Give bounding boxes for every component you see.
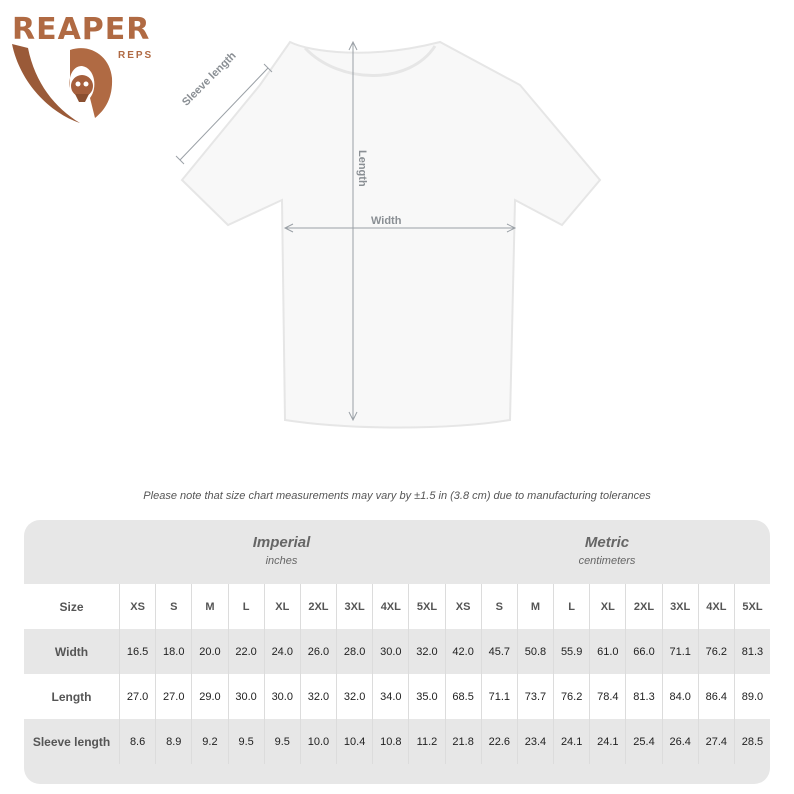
reaper-hood-icon	[10, 38, 140, 128]
imperial-value-cell: 29.0	[192, 674, 228, 719]
measure-row-label: Width	[24, 629, 120, 674]
imperial-value-cell: 11.2	[409, 719, 445, 764]
measure-row-label: Length	[24, 674, 120, 719]
metric-value-cell: 66.0	[626, 629, 662, 674]
imperial-value-cell: 10.8	[373, 719, 409, 764]
imperial-value-cell: 27.0	[156, 674, 192, 719]
imperial-value-cell: 9.5	[228, 719, 264, 764]
metric-size-cell: 5XL	[734, 584, 770, 629]
length-label: Length	[356, 150, 368, 187]
metric-value-cell: 81.3	[734, 629, 770, 674]
metric-value-cell: 55.9	[554, 629, 590, 674]
metric-value-cell: 28.5	[734, 719, 770, 764]
measure-row	[24, 629, 770, 674]
metric-value-cell: 22.6	[481, 719, 517, 764]
sleeve-length-label: Sleeve length	[180, 49, 239, 109]
imperial-size-cell: L	[228, 584, 264, 629]
imperial-value-cell: 30.0	[264, 674, 300, 719]
size-chart-table	[24, 520, 770, 784]
imperial-size-cell: 2XL	[300, 584, 336, 629]
imperial-value-cell: 28.0	[337, 629, 373, 674]
metric-value-cell: 24.1	[590, 719, 626, 764]
metric-size-cell: S	[481, 584, 517, 629]
tshirt-diagram	[170, 30, 610, 440]
metric-value-cell: 84.0	[662, 674, 698, 719]
metric-size-cell: XS	[445, 584, 481, 629]
metric-value-cell: 73.7	[517, 674, 553, 719]
imperial-value-cell: 18.0	[156, 629, 192, 674]
metric-value-cell: 71.1	[662, 629, 698, 674]
metric-size-cell: L	[554, 584, 590, 629]
imperial-value-cell: 10.0	[300, 719, 336, 764]
metric-value-cell: 27.4	[698, 719, 734, 764]
imperial-value-cell: 20.0	[192, 629, 228, 674]
imperial-size-cell: M	[192, 584, 228, 629]
metric-value-cell: 42.0	[445, 629, 481, 674]
metric-size-cell: M	[517, 584, 553, 629]
size-row-label: Size	[24, 584, 120, 629]
metric-size-cell: 3XL	[662, 584, 698, 629]
metric-size-cell: 2XL	[626, 584, 662, 629]
metric-value-cell: 23.4	[517, 719, 553, 764]
imperial-value-cell: 32.0	[300, 674, 336, 719]
imperial-value-cell: 32.0	[337, 674, 373, 719]
imperial-size-cell: 5XL	[409, 584, 445, 629]
imperial-value-cell: 8.6	[120, 719, 156, 764]
metric-value-cell: 50.8	[517, 629, 553, 674]
metric-size-cell: XL	[590, 584, 626, 629]
metric-value-cell: 76.2	[698, 629, 734, 674]
imperial-size-cell: S	[156, 584, 192, 629]
size-row	[24, 584, 770, 629]
imperial-value-cell: 22.0	[228, 629, 264, 674]
imperial-value-cell: 8.9	[156, 719, 192, 764]
metric-value-cell: 76.2	[554, 674, 590, 719]
measure-row	[24, 674, 770, 719]
metric-value-cell: 21.8	[445, 719, 481, 764]
imperial-size-cell: XS	[120, 584, 156, 629]
imperial-header	[119, 520, 444, 584]
metric-value-cell: 68.5	[445, 674, 481, 719]
width-label: Width	[371, 215, 402, 227]
imperial-value-cell: 9.5	[264, 719, 300, 764]
metric-size-cell: 4XL	[698, 584, 734, 629]
imperial-title: Imperial	[252, 534, 311, 551]
size-table	[24, 584, 770, 764]
measure-row-label: Sleeve length	[24, 719, 120, 764]
metric-value-cell: 78.4	[590, 674, 626, 719]
brand-sub: REPS	[118, 50, 154, 61]
imperial-value-cell: 9.2	[192, 719, 228, 764]
metric-value-cell: 81.3	[626, 674, 662, 719]
imperial-value-cell: 10.4	[337, 719, 373, 764]
metric-value-cell: 61.0	[590, 629, 626, 674]
brand-name: REAPER	[12, 12, 151, 47]
imperial-value-cell: 34.0	[373, 674, 409, 719]
imperial-value-cell: 30.0	[373, 629, 409, 674]
imperial-value-cell: 32.0	[409, 629, 445, 674]
metric-title: Metric	[584, 534, 630, 551]
imperial-size-cell: XL	[264, 584, 300, 629]
metric-value-cell: 86.4	[698, 674, 734, 719]
metric-value-cell: 89.0	[734, 674, 770, 719]
metric-value-cell: 26.4	[662, 719, 698, 764]
imperial-value-cell: 16.5	[120, 629, 156, 674]
metric-unit: centimeters	[578, 555, 636, 567]
imperial-value-cell: 35.0	[409, 674, 445, 719]
metric-header	[444, 520, 770, 584]
imperial-unit: inches	[265, 555, 298, 567]
metric-value-cell: 25.4	[626, 719, 662, 764]
imperial-value-cell: 24.0	[264, 629, 300, 674]
metric-value-cell: 71.1	[481, 674, 517, 719]
imperial-size-cell: 3XL	[337, 584, 373, 629]
brand-logo	[10, 8, 170, 128]
imperial-value-cell: 27.0	[120, 674, 156, 719]
measure-row	[24, 719, 770, 764]
imperial-value-cell: 26.0	[300, 629, 336, 674]
imperial-size-cell: 4XL	[373, 584, 409, 629]
tolerance-note: Please note that size chart measurements may vary by ±1.5 in (3.8 cm) due to manufacturing tolerances	[143, 490, 651, 502]
metric-value-cell: 45.7	[481, 629, 517, 674]
metric-value-cell: 24.1	[554, 719, 590, 764]
imperial-value-cell: 30.0	[228, 674, 264, 719]
